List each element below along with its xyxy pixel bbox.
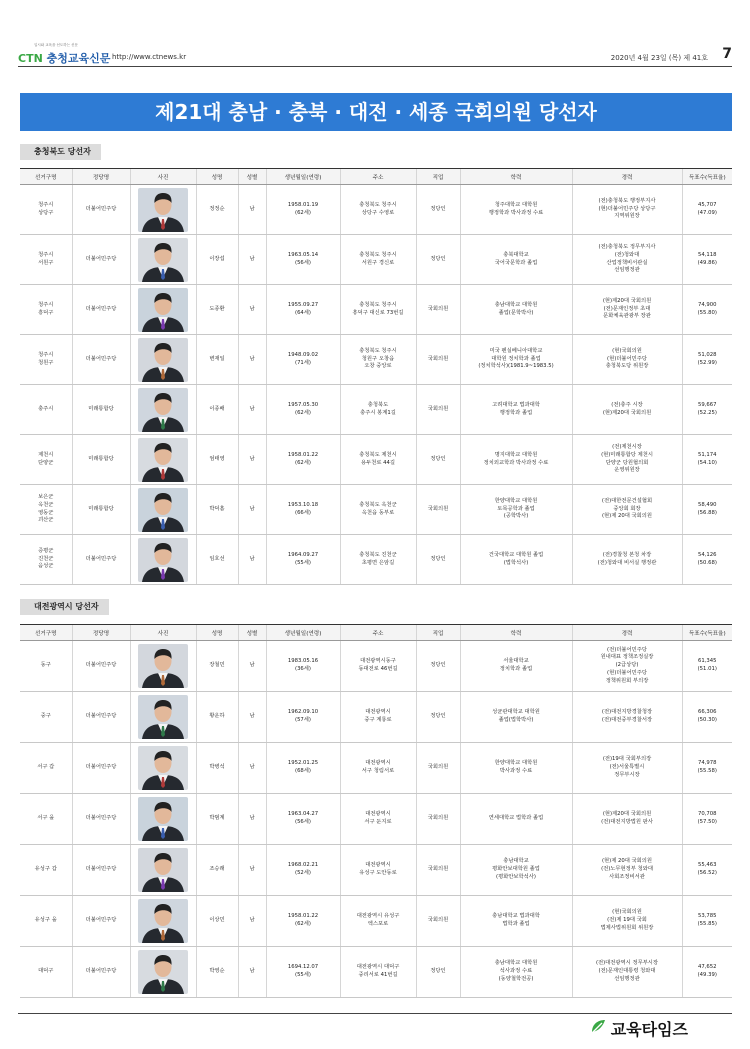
cell-sex: 남: [238, 535, 266, 585]
cell-career: (전)19대 국회부의장 (전)서울특별시 정무부시장: [572, 743, 682, 794]
cell-name: 장철민: [196, 641, 238, 692]
cell-education: 청주대학교 대학원 행정학과 박사과정 수료: [460, 185, 572, 235]
cell-sex: 남: [238, 235, 266, 285]
cell-votes: 45,707 (47.09): [682, 185, 732, 235]
cell-district: 중구: [20, 692, 72, 743]
cell-sex: 남: [238, 641, 266, 692]
column-header: 경력: [572, 169, 682, 185]
column-header: 득표수(득표율): [682, 625, 732, 641]
cell-votes: 55,463 (56.52): [682, 845, 732, 896]
cell-name: 임호선: [196, 535, 238, 585]
cell-sex: 남: [238, 947, 266, 998]
cell-education: 한양대학교 대학원 토목공학과 졸업 (공학박사): [460, 485, 572, 535]
column-header: 사진: [130, 169, 196, 185]
cell-job: 정당인: [416, 185, 460, 235]
candidate-photo: [138, 644, 188, 688]
cell-sex: 남: [238, 743, 266, 794]
cell-district: 대덕구: [20, 947, 72, 998]
candidate-photo-cell: [130, 435, 196, 485]
table-row: [20, 235, 732, 285]
cell-job: 국회의원: [416, 285, 460, 335]
cell-career: (전)더불어민주당 원내대표 정책조정실장 (2급상당) (현)더불어민주당 정책위원회 부의장: [572, 641, 682, 692]
cell-district: 충주시: [20, 385, 72, 435]
cell-birth: 1962.09.10 (57세): [266, 692, 340, 743]
column-header: 사진: [130, 625, 196, 641]
cell-job: 정당인: [416, 641, 460, 692]
column-header: 학력: [460, 169, 572, 185]
candidate-photo: [138, 538, 188, 582]
cell-education: 성균관대학교 대학원 졸업(법학박사): [460, 692, 572, 743]
cell-birth: 1958.01.22 (62세): [266, 896, 340, 947]
column-header: 정당명: [72, 625, 130, 641]
cell-name: 엄태영: [196, 435, 238, 485]
table-row: [20, 743, 732, 794]
cell-district: 청주시 서원구: [20, 235, 72, 285]
logo-ctn: CTN: [18, 52, 43, 65]
newspaper-logo[interactable]: [18, 43, 111, 66]
cell-name: 박영순: [196, 947, 238, 998]
cell-address: 대전광역시동구 동대전로 46번길: [340, 641, 416, 692]
cell-address: 충청북도 청주시 청원구 오창읍 오창 중앙로: [340, 335, 416, 385]
cell-district: 유성구 갑: [20, 845, 72, 896]
cell-career: (전)대전광역시 정무부시장 (전)문재인대통령 청와대 선임행정관: [572, 947, 682, 998]
cell-career: (전)충청북도 정무부지사 (전)청와대 산업정책비서관실 선임행정관: [572, 235, 682, 285]
cell-party: 더불어민주당: [72, 335, 130, 385]
section-tab-chungbuk: 충청북도 당선자: [20, 144, 101, 160]
cell-district: 청주시 흥덕구: [20, 285, 72, 335]
candidate-photo: [138, 388, 188, 432]
site-url[interactable]: http://www.ctnews.kr: [112, 53, 187, 61]
candidate-photo: [138, 438, 188, 482]
footer-divider: [18, 1013, 732, 1014]
cell-party: 더불어민주당: [72, 743, 130, 794]
cell-career: (전)경찰청 본청 차장 (전)청와대 비서실 행정관: [572, 535, 682, 585]
cell-sex: 남: [238, 185, 266, 235]
cell-district: 서구 을: [20, 794, 72, 845]
table-row: [20, 285, 732, 335]
candidate-photo-cell: [130, 947, 196, 998]
cell-district: 청주시 청원구: [20, 335, 72, 385]
candidate-photo-cell: [130, 235, 196, 285]
cell-education: 충남대학교 대학원 석사과정 수료 (동양철학전공): [460, 947, 572, 998]
table-row: [20, 896, 732, 947]
cell-votes: 58,490 (56.88): [682, 485, 732, 535]
cell-education: 충북대학교 국어국문학과 졸업: [460, 235, 572, 285]
cell-votes: 66,306 (50.30): [682, 692, 732, 743]
cell-birth: 1955.09.27 (64세): [266, 285, 340, 335]
cell-birth: 1952.01.25 (68세): [266, 743, 340, 794]
cell-address: 대전광역시 유성구 도안동로: [340, 845, 416, 896]
cell-votes: 74,978 (55.58): [682, 743, 732, 794]
cell-sex: 남: [238, 435, 266, 485]
cell-birth: 1957.05.30 (62세): [266, 385, 340, 435]
table-row: [20, 535, 732, 585]
candidate-photo: [138, 848, 188, 892]
candidate-photo: [138, 288, 188, 332]
cell-address: 충청북도 진천군 초평면 은암길: [340, 535, 416, 585]
candidate-photo-cell: [130, 535, 196, 585]
candidate-photo: [138, 188, 188, 232]
cell-name: 이상민: [196, 896, 238, 947]
cell-job: 정당인: [416, 235, 460, 285]
candidate-photo-cell: [130, 896, 196, 947]
cell-career: (현)국회의원 (전)제 19대 국회 법제사법위원회 위원장: [572, 896, 682, 947]
cell-votes: 53,785 (55.85): [682, 896, 732, 947]
cell-address: 충청북도 청주시 흥덕구 대신로 73번길: [340, 285, 416, 335]
cell-career: (전)충주 시장 (현)제20대 국회의원: [572, 385, 682, 435]
column-header: 정당명: [72, 169, 130, 185]
cell-address: 충청북도 청주시 서원구 경신로: [340, 235, 416, 285]
cell-party: 더불어민주당: [72, 185, 130, 235]
table-row: [20, 641, 732, 692]
issue-date: 2020년 4월 23일 (목) 제 41호: [610, 54, 708, 62]
candidate-photo-cell: [130, 285, 196, 335]
cell-career: (현)제20대 국회의원 (전)대전지방법원 판사: [572, 794, 682, 845]
cell-job: 국회의원: [416, 743, 460, 794]
cell-birth: 1694.12.07 (55세): [266, 947, 340, 998]
cell-address: 충청북도 옥천군 옥천읍 동부로: [340, 485, 416, 535]
column-header: 경력: [572, 625, 682, 641]
cell-votes: 51,028 (52.99): [682, 335, 732, 385]
column-header: 성명: [196, 169, 238, 185]
cell-address: 대전광역시 유성구 엑스포로: [340, 896, 416, 947]
candidate-photo-cell: [130, 641, 196, 692]
cell-party: 더불어민주당: [72, 794, 130, 845]
cell-name: 이종배: [196, 385, 238, 435]
table-row: [20, 692, 732, 743]
cell-district: 유성구 을: [20, 896, 72, 947]
cell-job: 정당인: [416, 692, 460, 743]
cell-job: 정당인: [416, 535, 460, 585]
cell-votes: 47,652 (49.39): [682, 947, 732, 998]
cell-job: 정당인: [416, 947, 460, 998]
cell-education: 충남대학교 평화안보대학원 졸업 (평화안보학석사): [460, 845, 572, 896]
table-row: [20, 947, 732, 998]
column-header: 성별: [238, 625, 266, 641]
column-header: 성별: [238, 169, 266, 185]
column-header: 직업: [416, 169, 460, 185]
cell-name: 정정순: [196, 185, 238, 235]
cell-votes: 54,126 (50.68): [682, 535, 732, 585]
cell-birth: 1958.01.19 (62세): [266, 185, 340, 235]
cell-birth: 1964.09.27 (55세): [266, 535, 340, 585]
cell-education: 충남대학교 법과대학 법학과 졸업: [460, 896, 572, 947]
cell-birth: 1983.05.16 (36세): [266, 641, 340, 692]
cell-sex: 남: [238, 285, 266, 335]
cell-party: 미래통합당: [72, 385, 130, 435]
cell-career: (현)국회의원 (현)더불어민주당 충청북도당 위원장: [572, 335, 682, 385]
candidate-photo-cell: [130, 385, 196, 435]
candidate-photo-cell: [130, 485, 196, 535]
cell-address: 대전광역시 서구 둔지로: [340, 794, 416, 845]
cell-name: 도종환: [196, 285, 238, 335]
cell-birth: 1968.02.21 (52세): [266, 845, 340, 896]
cell-district: 서구 갑: [20, 743, 72, 794]
candidate-photo: [138, 899, 188, 943]
cell-votes: 54,118 (49.86): [682, 235, 732, 285]
cell-career: (현)제20대 국회의원 (전)문재인정부 초대 문화체육관광부 장관: [572, 285, 682, 335]
cell-votes: 74,900 (55.80): [682, 285, 732, 335]
cell-job: 국회의원: [416, 385, 460, 435]
daejeon-winners-table: [20, 624, 732, 998]
section-tab-daejeon: 대전광역시 당선자: [20, 599, 109, 615]
table-header-row: [20, 625, 732, 641]
cell-sex: 남: [238, 335, 266, 385]
column-header: 주소: [340, 625, 416, 641]
cell-job: 국회의원: [416, 794, 460, 845]
table-row: [20, 385, 732, 435]
cell-district: 증평군 진천군 음성군: [20, 535, 72, 585]
cell-name: 이장섭: [196, 235, 238, 285]
cell-education: 건국대학교 대학원 졸업 (법학석사): [460, 535, 572, 585]
cell-party: 더불어민주당: [72, 845, 130, 896]
logo-tagline: 입시와 교육을 선도하는 신문: [34, 43, 78, 47]
cell-address: 대전광역시 중구 계룡로: [340, 692, 416, 743]
column-header: 선거구명: [20, 169, 72, 185]
cell-district: 동구: [20, 641, 72, 692]
masthead: [18, 44, 732, 72]
cell-sex: 남: [238, 385, 266, 435]
column-header: 선거구명: [20, 625, 72, 641]
cell-career: (전)제천시장 (현)미래통합당 제천시 단양군 당원협의회 운영위원장: [572, 435, 682, 485]
cell-name: 조승래: [196, 845, 238, 896]
cell-address: 충청북도 충주시 봉계1길: [340, 385, 416, 435]
cell-career: (전)충청북도 행정부지사 (현)더불어민주당 상당구 지역위원장: [572, 185, 682, 235]
cell-party: 더불어민주당: [72, 692, 130, 743]
cell-district: 제천시 단양군: [20, 435, 72, 485]
cell-votes: 59,667 (52.25): [682, 385, 732, 435]
cell-sex: 남: [238, 692, 266, 743]
column-header: 생년월일(연령): [266, 169, 340, 185]
cell-career: (전)대전지방경찰청장 (전)대전중부경찰서장: [572, 692, 682, 743]
cell-address: 대전광역시 서구 청림서로: [340, 743, 416, 794]
table-row: [20, 435, 732, 485]
candidate-photo: [138, 488, 188, 532]
cell-party: 미래통합당: [72, 485, 130, 535]
candidate-photo: [138, 797, 188, 841]
cell-birth: 1958.01.22 (62세): [266, 435, 340, 485]
candidate-photo-cell: [130, 335, 196, 385]
cell-birth: 1948.09.02 (71세): [266, 335, 340, 385]
table-row: [20, 185, 732, 235]
cell-party: 더불어민주당: [72, 235, 130, 285]
candidate-photo-cell: [130, 845, 196, 896]
cell-votes: 70,708 (57.50): [682, 794, 732, 845]
header-divider: [18, 66, 732, 67]
column-header: 득표수(득표율): [682, 169, 732, 185]
cell-sex: 남: [238, 896, 266, 947]
candidate-photo: [138, 695, 188, 739]
cell-address: 대전광역시 대덕구 중리서로 41번길: [340, 947, 416, 998]
cell-job: 국회의원: [416, 845, 460, 896]
candidate-photo: [138, 746, 188, 790]
logo-name: 충청교육신문: [46, 52, 111, 65]
table-row: [20, 845, 732, 896]
cell-sex: 남: [238, 845, 266, 896]
cell-education: 미국 펜실베니아대학교 대학원 정치학과 졸업 (정치학석사)(1981.9~1983.5): [460, 335, 572, 385]
cell-party: 더불어민주당: [72, 285, 130, 335]
cell-party: 더불어민주당: [72, 641, 130, 692]
cell-party: 미래통합당: [72, 435, 130, 485]
cell-job: 국회의원: [416, 896, 460, 947]
cell-education: 명지대학교 대학원 정치외교학과 박사과정 수료: [460, 435, 572, 485]
candidate-photo-cell: [130, 692, 196, 743]
cell-birth: 1963.04.27 (56세): [266, 794, 340, 845]
cell-votes: 61,345 (51.01): [682, 641, 732, 692]
cell-name: 박범계: [196, 794, 238, 845]
cell-address: 충청북도 청주시 상당구 수영로: [340, 185, 416, 235]
table-header-row: [20, 169, 732, 185]
cell-name: 박덕흠: [196, 485, 238, 535]
cell-birth: 1953.10.18 (66세): [266, 485, 340, 535]
cell-party: 더불어민주당: [72, 896, 130, 947]
cell-name: 황운하: [196, 692, 238, 743]
column-header: 주소: [340, 169, 416, 185]
table-row: [20, 335, 732, 385]
cell-career: (전)대한전문건설협회 중앙회 회장 (현)제 20대 국회의원: [572, 485, 682, 535]
candidate-photo-cell: [130, 185, 196, 235]
cell-party: 더불어민주당: [72, 947, 130, 998]
table-row: [20, 794, 732, 845]
column-header: 학력: [460, 625, 572, 641]
column-header: 생년월일(연령): [266, 625, 340, 641]
cell-sex: 남: [238, 794, 266, 845]
cell-birth: 1963.05.14 (56세): [266, 235, 340, 285]
cell-education: 연세대학교 법학과 졸업: [460, 794, 572, 845]
cell-name: 박병석: [196, 743, 238, 794]
page-title-banner: 제21대 충남 · 충북 · 대전 · 세종 국회의원 당선자: [20, 93, 732, 131]
cell-education: 충남대학교 대학원 졸업(문학박사): [460, 285, 572, 335]
candidate-photo: [138, 338, 188, 382]
candidate-photo: [138, 238, 188, 282]
cell-address: 충청북도 제천시 용두천로 44길: [340, 435, 416, 485]
cell-sex: 남: [238, 485, 266, 535]
cell-education: 한양대학교 대학원 박사과정 수료: [460, 743, 572, 794]
cell-education: 고려대학교 법과대학 행정학과 졸업: [460, 385, 572, 435]
cell-district: 청주시 상당구: [20, 185, 72, 235]
footer-brand-logo[interactable]: [611, 1017, 688, 1040]
brand-leaf-icon: [589, 1018, 607, 1036]
page-number: 7: [722, 46, 732, 62]
cell-party: 더불어민주당: [72, 535, 130, 585]
column-header: 직업: [416, 625, 460, 641]
cell-job: 정당인: [416, 435, 460, 485]
cell-job: 국회의원: [416, 485, 460, 535]
table-row: [20, 485, 732, 535]
chungbuk-winners-table: [20, 168, 732, 585]
cell-votes: 51,174 (54.10): [682, 435, 732, 485]
candidate-photo-cell: [130, 743, 196, 794]
cell-education: 서울대학교 정치학과 졸업: [460, 641, 572, 692]
cell-district: 보은군 옥천군 영동군 괴산군: [20, 485, 72, 535]
cell-career: (현)제 20대 국회의원 (전)노무현정부 청와대 사회조정비서관: [572, 845, 682, 896]
candidate-photo-cell: [130, 794, 196, 845]
cell-name: 변재일: [196, 335, 238, 385]
candidate-photo: [138, 950, 188, 994]
column-header: 성명: [196, 625, 238, 641]
cell-job: 국회의원: [416, 335, 460, 385]
footer-brand-text: 교육타임즈: [610, 1020, 688, 1039]
